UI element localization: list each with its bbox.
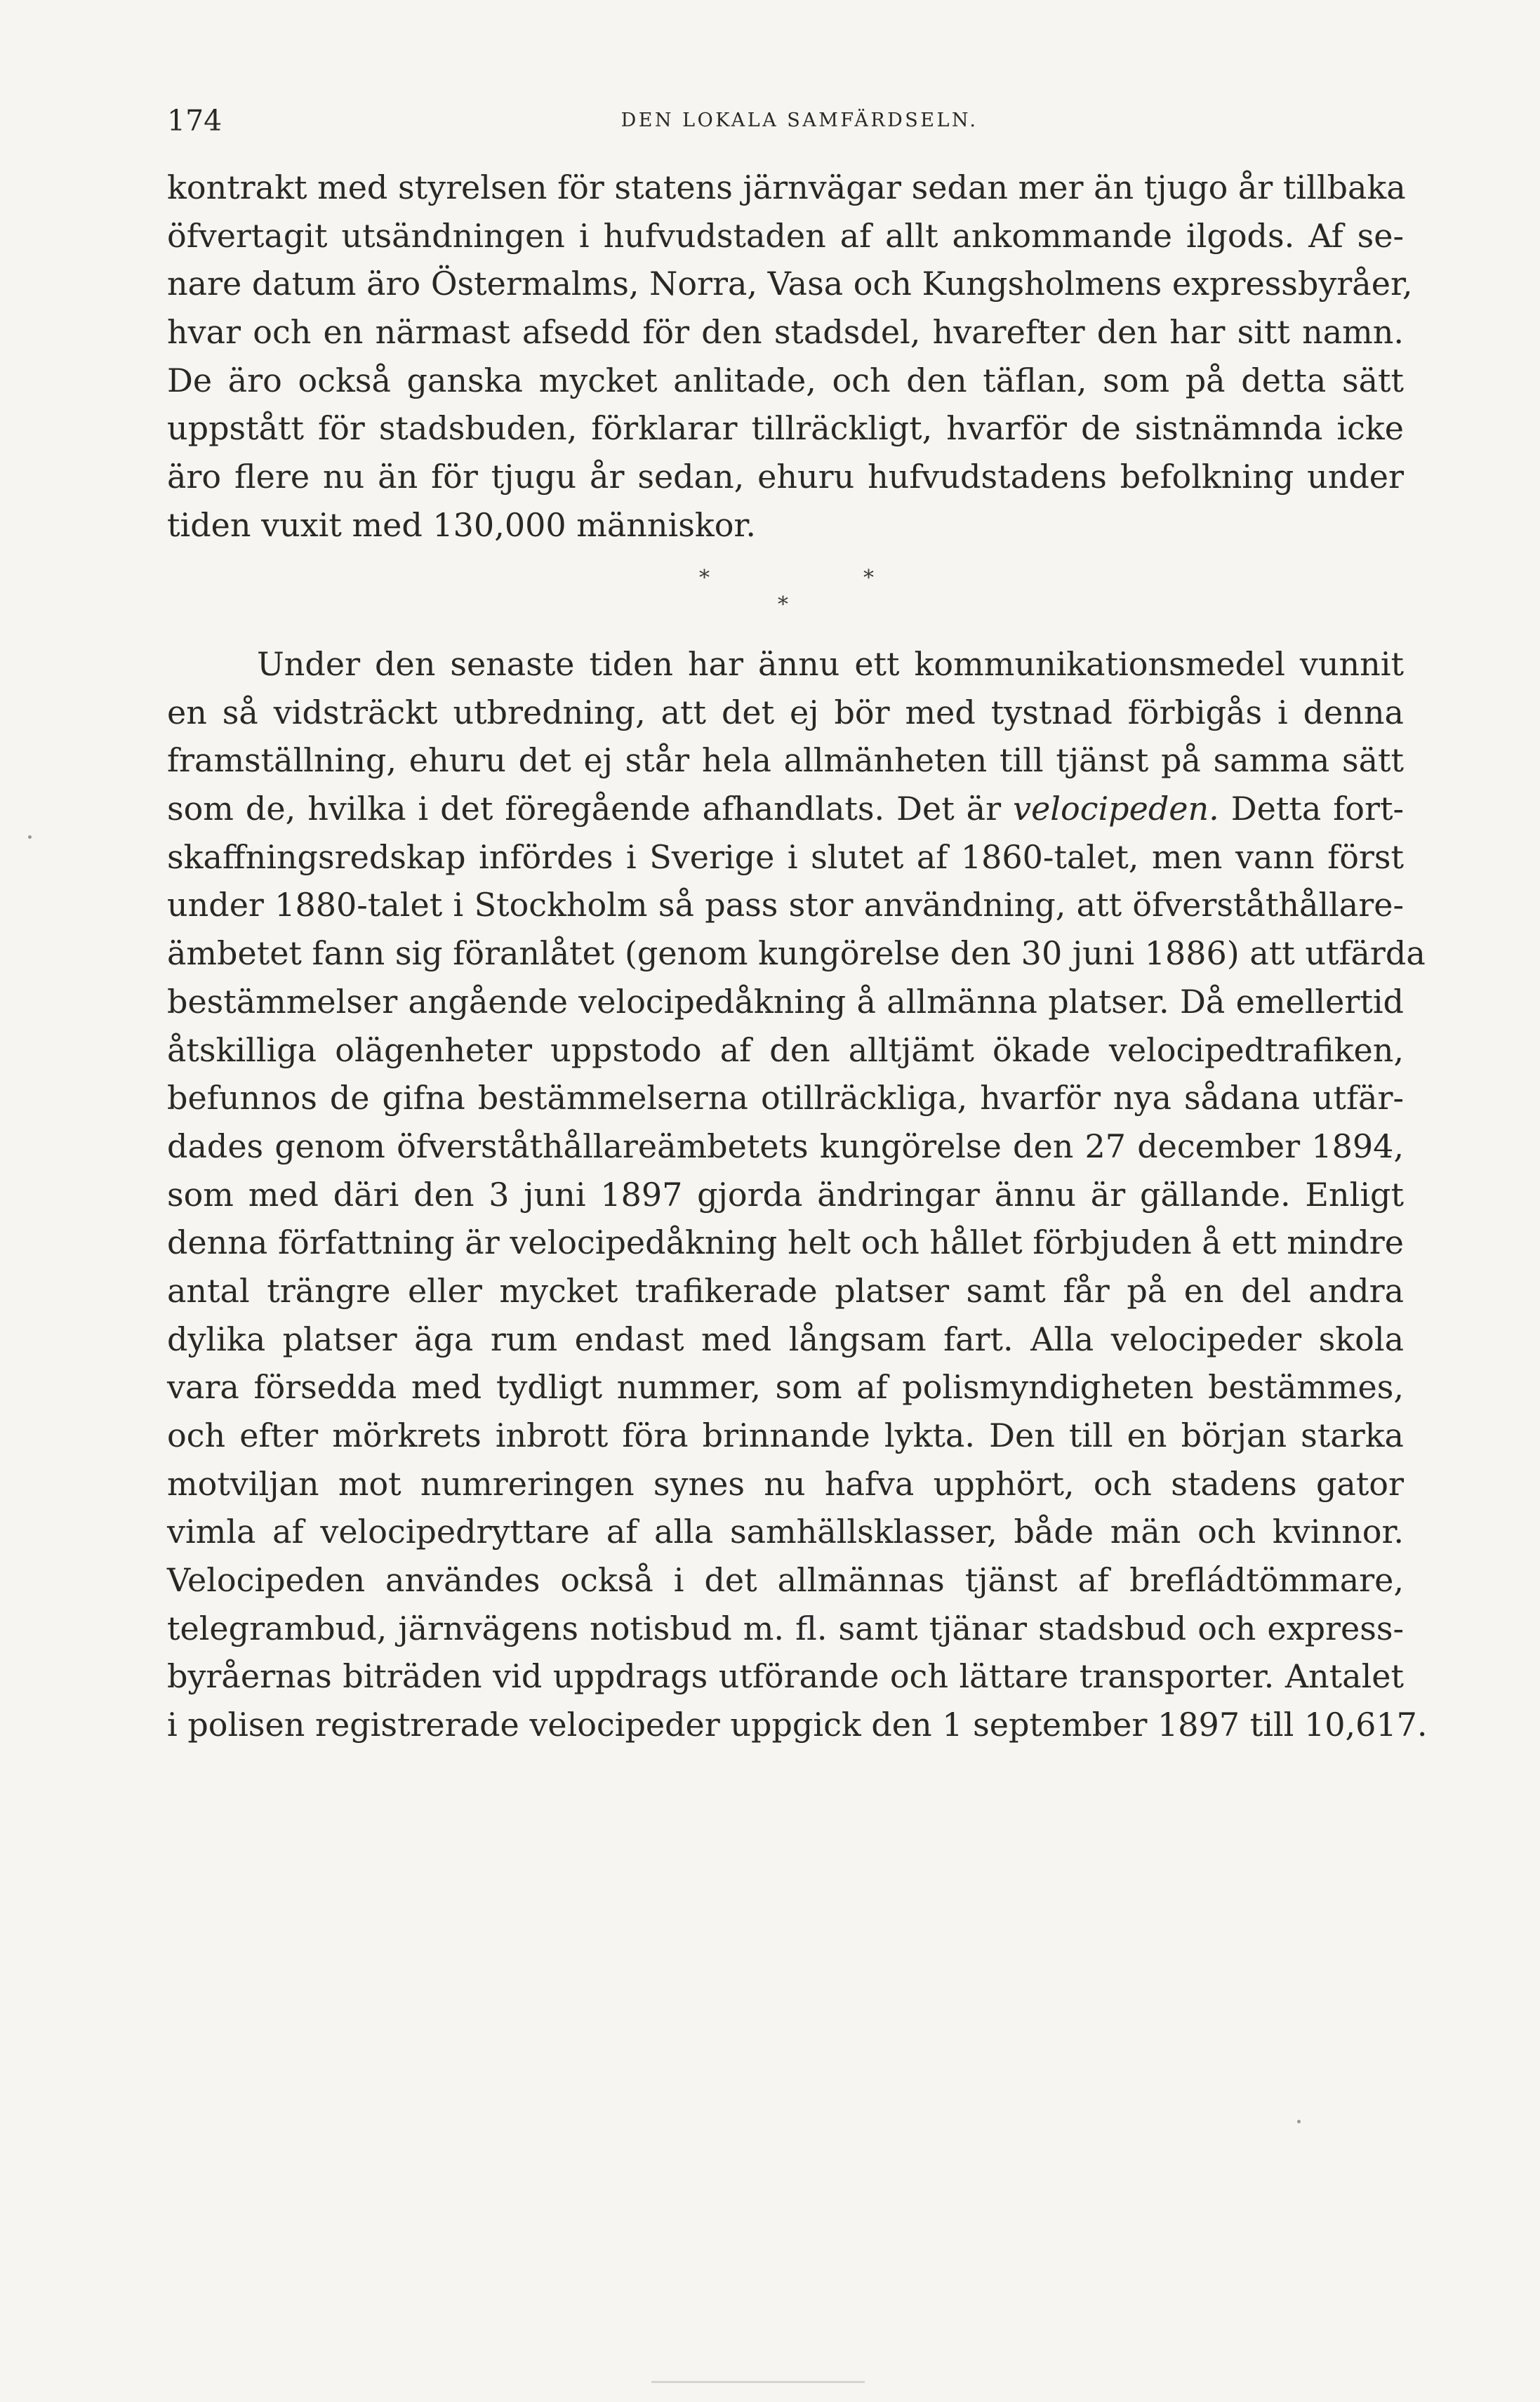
text-line: byråernas biträden vid uppdrags utförande och lättare transporter. Antalet — [167, 1657, 1404, 1696]
text-line: i polisen registrerade velocipeder uppgick den 1 september 1897 till 10,617. — [167, 1706, 1428, 1744]
asterisk: * — [699, 566, 710, 590]
text-line: kontrakt med styrelsen för statens järnvägar sedan mer än tjugo år tillbaka — [167, 168, 1406, 206]
text-line: åtskilliga olägenheter uppstodo af den alltjämt ökade velocipedtrafiken, — [167, 1030, 1404, 1069]
text-line: skaffningsredskap infördes i Sverige i slutet af 1860-talet, men vann först — [167, 837, 1404, 876]
text-line: dades genom öfverståthållareämbetets kungörelse den 27 december 1894, — [167, 1127, 1404, 1165]
running-title: DEN LOKALA SAMFÄRDSELN. — [620, 110, 978, 131]
text-line: hvar och en närmast afsedd för den stadsdel, hvarefter den har sitt namn. — [167, 313, 1404, 352]
text-line: denna författning är velocipedåkning helt och hållet förbjuden å ett mindre — [167, 1223, 1404, 1262]
text-line: som med däri den 3 juni 1897 gjorda ändringar ännu är gällande. Enligt — [167, 1175, 1404, 1214]
paragraph-2 — [167, 640, 1428, 1749]
asterisk: * — [863, 566, 874, 590]
text-line: nare datum äro Östermalms, Norra, Vasa och Kungsholmens expressbyråer, — [167, 265, 1413, 303]
text-line: De äro också ganska mycket anlitade, och den täflan, som på detta sätt — [167, 361, 1404, 399]
text-line: tiden vuxit med 130,000 människor. — [167, 505, 756, 544]
text-line: bestämmelser angående velocipedåkning å allmänna platser. Då emellertid — [167, 982, 1404, 1021]
text-line: under 1880-talet i Stockholm så pass stor användning, att öfverståthållare- — [167, 886, 1404, 924]
page-number: 174 — [167, 104, 223, 138]
text-line: telegrambud, järnvägens notisbud m. fl. samt tjänar stadsbud och express- — [167, 1609, 1404, 1647]
paper-speck — [1297, 2120, 1301, 2123]
text-line: ämbetet fann sig föranlåtet (genom kungörelse den 30 juni 1886) att utfärda — [167, 934, 1426, 973]
text-line: antal trängre eller mycket trafikerade platser samt får på en del andra — [167, 1271, 1404, 1310]
text-line: vimla af velocipedryttare af alla samhällsklasser, både män och kvinnor. — [167, 1513, 1404, 1551]
text-line: vara försedda med tydligt nummer, som af polismyndigheten bestämmes, — [167, 1368, 1404, 1407]
running-head — [167, 100, 1404, 142]
text-line: en så vidsträckt utbredning, att det ej bör med tystnad förbigås i denna — [167, 693, 1404, 731]
text-line-with-emphasis — [167, 785, 1404, 833]
text-line: framställning, ehuru det ej står hela allmänheten till tjänst på samma sätt — [167, 741, 1404, 780]
paragraph-1 — [167, 164, 1413, 550]
text-line: uppstått för stadsbuden, förklarar tillräckligt, hvarför de sistnämnda icke — [167, 409, 1404, 448]
section-break-asterisms — [667, 566, 898, 629]
text-line: Under den senaste tiden har ännu ett kommunikationsmedel vunnit — [257, 645, 1404, 683]
text-line: och efter mörkrets inbrott föra brinnande lykta. Den till en början starka — [167, 1416, 1404, 1454]
bottom-rule — [651, 2381, 865, 2383]
text-segment: Detta fort- — [1219, 790, 1405, 828]
paper-speck — [28, 835, 32, 839]
text-line: motviljan mot numreringen synes nu hafva upphört, och stadens gator — [167, 1464, 1404, 1503]
asterisk: * — [778, 592, 788, 617]
text-line: äro flere nu än för tjugu år sedan, ehuru hufvudstadens befolkning under — [167, 458, 1404, 496]
emphasized-term: velocipeden. — [1013, 790, 1219, 828]
text-line: öfvertagit utsändningen i hufvudstaden af allt ankommande ilgods. Af se- — [167, 216, 1404, 255]
text-line: Velocipeden användes också i det allmännas tjänst af brefládtömmare, — [167, 1561, 1404, 1600]
text-line: dylika platser äga rum endast med långsam fart. Alla velocipeder skola — [167, 1320, 1404, 1358]
text-line: befunnos de gifna bestämmelserna otillräckliga, hvarför nya sådana utfär- — [167, 1079, 1404, 1117]
text-segment: som de, hvilka i det föregående afhandlats. Det är — [167, 790, 1014, 828]
